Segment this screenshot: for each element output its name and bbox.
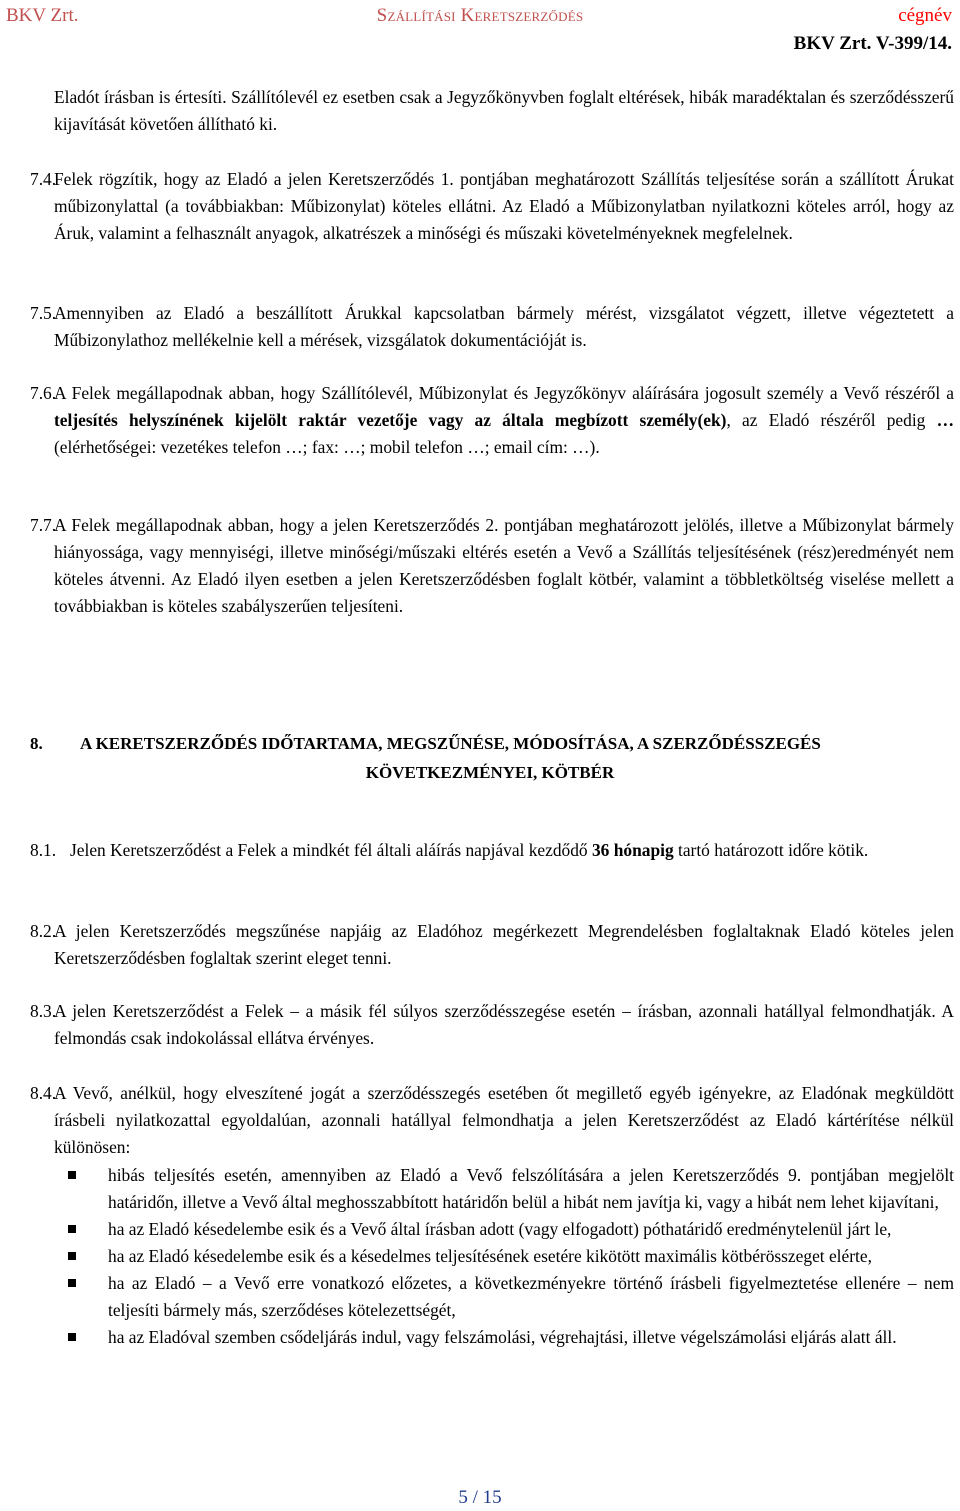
clause-text: A Vevő, anélkül, hogy elveszítené jogát a szerződésszegés esetében őt megillető egyéb igényekre, az Eladónak megküldött írásbeli nyilatkozattal egyoldalúan, azonnali hatállyal felmondhatja a jelen Keretszerződést az Eladó kártérítése nélkül különösen: bbox=[54, 1083, 954, 1157]
clause-number: 7.4. bbox=[30, 169, 57, 189]
header-reference: BKV Zrt. V-399/14. bbox=[793, 33, 952, 54]
clause-number: 8.3. bbox=[30, 1001, 57, 1021]
list-item: hibás teljesítés esetén, amennyiben az Eladó a Vevő felszólítására a jelen Keretszerződés 9. pontjában megjelölt határidőn, illetve a Vevő által meghosszabbított határidőn belül a hibát nem javítja ki, vagy a hibát nem lehet kijavítani, bbox=[108, 1162, 954, 1216]
header-company: BKV Zrt. bbox=[6, 5, 79, 26]
clause-text: A jelen Keretszerződést a Felek – a másik fél súlyos szerződésszegése esetén – írásban, azonnali hatállyal felmondhatják. A felmondás csak indokolással ellátva érvényes. bbox=[54, 1001, 954, 1048]
clause-text: Felek rögzítik, hogy az Eladó a jelen Keretszerződés 1. pontjában meghatározott Szállítás teljesítése során a szállított Árukat műbizonylattal (a továbbiakban: Műbizonylat) köteles ellátni. Az Eladó a Műbizonylatban nyilatkozni köteles arról, hogy az Áruk, valamint a felhasznált anyagok, alkatrészek a minőségi és műszaki követelményeknek megfelelnek. bbox=[54, 169, 954, 243]
clause-text: A Felek megállapodnak abban, hogy a jelen Keretszerződés 2. pontjában meghatározott jelölés, illetve a Műbizonylat bármely hiányossága, vagy mennyiségi, illetve minőségi/műszaki eltérés esetén a Vevő a Szállítás teljesítésének (rész)eredményét nem köteles átvenni. Az Eladó ilyen esetben a jelen Keretszerződésben foglalt kötbér, valamint a többletköltség viselése mellett a továbbiakban is köteles szabályszerűen teljesíteni. bbox=[54, 515, 954, 616]
header-title: Szállítási Keretszerződés bbox=[376, 5, 584, 26]
section-title-line2: KÖVETKEZMÉNYEI, KÖTBÉR bbox=[365, 763, 615, 782]
clause-number: 8.1. bbox=[30, 840, 57, 860]
paragraph-continuation: Eladót írásban is értesíti. Szállítólevél ez esetben csak a Jegyzőkönyvben foglalt eltérések, hibák maradéktalan és szerződésszerű kijavítását követően állítható ki. bbox=[54, 87, 954, 134]
square-bullet-icon bbox=[68, 1333, 76, 1341]
square-bullet-icon bbox=[68, 1279, 76, 1287]
contract-duration: 36 hónapig bbox=[591, 840, 674, 860]
square-bullet-icon bbox=[68, 1171, 76, 1179]
section-number: 8. bbox=[30, 734, 43, 753]
termination-conditions-list bbox=[108, 1162, 954, 1351]
list-item: ha az Eladó – a Vevő erre vonatkozó előzetes, a következményekre történő írásbeli figyelmeztetése ellenére – nem teljesíti bármely más, szerződéses kötelezettségét, bbox=[108, 1270, 954, 1324]
list-item: ha az Eladóval szemben csődeljárás indul, vagy felszámolási, végrehajtási, illetve végelszámolási eljárás alatt áll. bbox=[108, 1324, 954, 1351]
list-item: ha az Eladó késedelembe esik és a Vevő által írásban adott (vagy elfogadott) póthatáridő eredménytelenül járt le, bbox=[108, 1216, 954, 1243]
clause-text: A jelen Keretszerződés megszűnése napjáig az Eladóhoz megérkezett Megrendelésben foglaltaknak Eladó köteles jelen Keretszerződésben foglaltak szerint eleget tenni. bbox=[54, 921, 954, 968]
list-item: ha az Eladó késedelembe esik és a késedelmes teljesítésének esetére kikötött maximális kötbérösszeget elérte, bbox=[108, 1243, 954, 1270]
square-bullet-icon bbox=[68, 1225, 76, 1233]
signatory-elado-placeholder: … bbox=[936, 410, 954, 430]
clause-text: Amennyiben az Eladó a beszállított Árukkal kapcsolatban bármely mérést, vizsgálatot végzett, illetve végeztetett a Műbizonylathoz mellékelnie kell a mérések, vizsgálatok dokumentációját is. bbox=[54, 303, 954, 350]
page-number: 5 / 15 bbox=[458, 1487, 502, 1508]
section-title-line1: A KERETSZERZŐDÉS IDŐTARTAMA, MEGSZŰNÉSE, MÓDOSÍTÁSA, A SZERZŐDÉSSZEGÉS bbox=[80, 734, 821, 753]
clause-number: 7.7. bbox=[30, 515, 57, 535]
header-placeholder: cégnév bbox=[898, 5, 952, 26]
clause-number: 8.4. bbox=[30, 1083, 57, 1103]
page-header bbox=[0, 0, 960, 54]
square-bullet-icon bbox=[68, 1252, 76, 1260]
clause-number: 8.2. bbox=[30, 921, 57, 941]
clause-number: 7.5. bbox=[30, 303, 57, 323]
signatory-vevo: teljesítés helyszínének kijelölt raktár vezetője vagy az általa megbízott személy(ek) bbox=[54, 410, 727, 430]
clause-number: 7.6. bbox=[30, 383, 57, 403]
